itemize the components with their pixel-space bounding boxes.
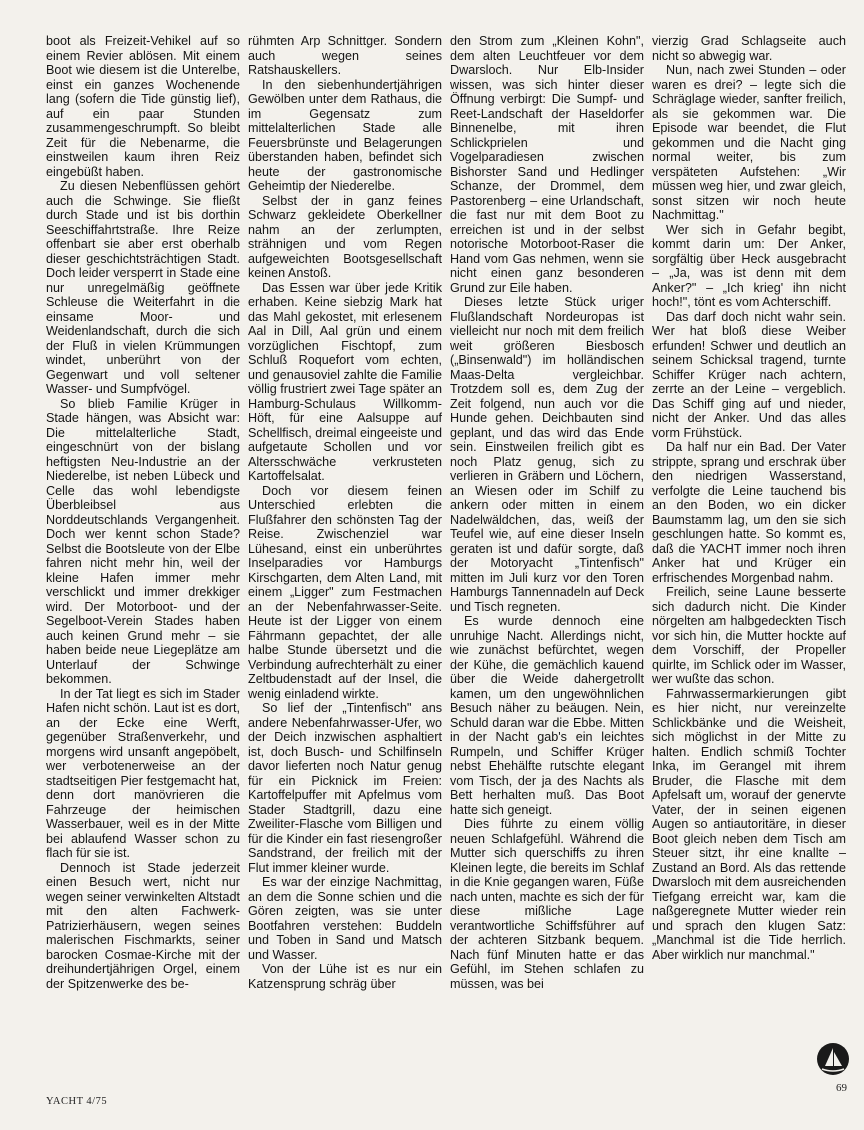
paragraph: vierzig Grad Schlagseite auch nicht so abwegig war.	[652, 34, 846, 63]
page-number: 69	[836, 1082, 847, 1094]
paragraph: Doch vor diesem feinen Unterschied erlebten die Flußfahrer den schönsten Tag der Reise. Zwischenziel war Lühesand, einst ein unberührtes Inselparadies vor Hamburgs Kirschgarten, dem Alten Land, mit einem „Ligger" zum Festmachen an der Nebenfahrwasser-Seite. Heute ist der Ligger von einem Fährmann gepachtet, der alle halbe Stunde übersetzt und die Verbindung aufrechterhält zu einer Zeltbudenstadt auf der Insel, die wenig einladend wirkte.	[248, 483, 442, 701]
paragraph: Selbst der in ganz feines Schwarz gekleidete Oberkellner nahm an der zerlumpten, strähnigen und vom Regen aufgeweichten Bootsgesellschaft keinen Anstoß.	[248, 193, 442, 280]
paragraph: Das darf doch nicht wahr sein. Wer hat bloß diese Weiber erfunden! Schwer und deutlich an seinem Schicksal tragend, turnte Schiffer Krüger nach achtern, zerrte an der Leine – vergeblich. Das Schiff ging auf und nieder, nicht der Anker. Und das alles vorm Frühstück.	[652, 309, 846, 440]
paragraph: Fahrwassermarkierungen gibt es hier nicht, nur vereinzelte Schlickbänke und die Weisheit, sich möglichst in der Mitte zu halten. Endlich schmiß Tochter Inka, im Gerangel mit ihrem Bruder, die Flasche mit dem Apfelsaft um, worauf der genervte Vater, der in seinen eigenen Augen so antiautoritäre, in dieser Boot gleich neben dem Tisch am Steuer sitzt, ihr eine knallte – Zustand an Bord. Als das rettende Dwarsloch mit dem ausreichenden Tiefgang erreicht war, kam die naßgeregnete Mutter wieder rein und sprach den klugen Satz: „Manchmal ist die Tide herrlich. Aber wirklich nur manchmal."	[652, 686, 846, 962]
column-3	[450, 34, 644, 1088]
paragraph: In der Tat liegt es sich im Stader Hafen nicht schön. Laut ist es dort, an der Ecke eine Werft, gegenüber Straßenverkehr, und morgens wird unsanft angepöbelt, wer verbotenerweise an der stadtseitigen Pier festgemacht hat, denn dort manövrieren die Fahrzeuge der heimischen Wasserbauer, weil es in der Mitte bei ablaufend Wasser schon zu flach für sie ist.	[46, 686, 240, 860]
paragraph: Das Essen war über jede Kritik erhaben. Keine siebzig Mark hat das Mahl gekostet, mit erlesenem Aal in Dill, Aal grün und einem vorzüglichen Fischtopf, zum Schluß Roquefort vom echten, und genausoviel zahlte die Familie völlig frustriert zwei Tage später an Hamburg-Schulaus Willkomm-Höft, für eine Aalsuppe auf Schellfisch, dreimal eingeeiste und aufgetaute Schollen und vor Altersschwäche verkrusteten Kartoffelsalat.	[248, 280, 442, 483]
article-columns	[46, 34, 846, 1088]
paragraph: Es wurde dennoch eine unruhige Nacht. Allerdings nicht, wie zunächst befürchtet, wegen der Kühe, die gemächlich kauend über die Weide dahergetrollt kamen, um den ungewöhnlichen Besuch näher zu beäugen. Nein, Schuld daran war die Ebbe. Mitten in der Nacht gab's ein leichtes Rumpeln, und Schiffer Krüger nebst Ehehälfte rutschte elegant vom Tisch, der ja des Nachts als Bett herhalten muß. Das Boot hatte sich geneigt.	[450, 614, 644, 817]
paragraph: Dies führte zu einem völlig neuen Schlafgefühl. Während die Mutter sich querschiffs zu ihren Kleinen legte, die bereits im Schlaf in die Knie gegangen waren, Füße nach unten, machte es sich der für diese mißliche Lage verantwortliche Schiffsführer auf der achteren Sitzbank bequem. Nach fünf Minuten hatte er das Gefühl, im Stehen schlafen zu müssen, was bei	[450, 817, 644, 991]
paragraph: den Strom zum „Kleinen Kohn", dem alten Leuchtfeuer vor dem Dwarsloch. Nur Elb-Insider wissen, was sich hinter dieser Öffnung verbirgt: Die Sumpf- und Reet-Landschaft der Haseldorfer Binnenelbe, mit ihren Schlickprielen und Vogelparadiesen zwischen Bishorster Sand und Hedlinger Schanze, der Drommel, dem Pastorenberg – eine Urlandschaft, die fast nur mit dem Boot zu erreichen ist und in der selbst notorische Motorboot-Raser die Hand vom Gas nehmen, wenn sie nicht einen ganz besonderen Grund zur Eile haben.	[450, 34, 644, 295]
paragraph: In den siebenhundertjährigen Gewölben unter dem Rathaus, die im Gegensatz zum mittelalterlichen Stade alle Feuersbrünste und Belagerungen überstanden haben, befindet sich heute der gastronomische Geheimtip der Niederelbe.	[248, 77, 442, 193]
column-4	[652, 34, 846, 1088]
paragraph: Dieses letzte Stück uriger Flußlandschaft Nordeuropas ist vielleicht nur noch mit dem freilich weit größeren Biesbosch („Binsenwald") im holländischen Maas-Delta vergleichbar. Trotzdem soll es, dem Zug der Zeit folgend, nun auch vor die Hunde gehen. Deichbauten sind geplant, und das wird das Ende sein. Einstweilen freilich gibt es noch Platz genug, sich zu verlieren in Gräbern und Löchern, an Wiesen oder im Schilf zu ankern oder mitten in einem Nadelwäldchen, das, weiß der Teufel wie, auf eine dieser Inseln geraten ist und dafür sorgte, daß der Motoryacht „Tintenfisch" mitten im Juli kurz vor den Toren Hamburgs Tannennadeln auf Deck und Tisch regneten.	[450, 295, 644, 614]
paragraph: Da half nur ein Bad. Der Vater strippte, sprang und erschrak über den niedrigen Wasserstand, verfolgte die Leine tauchend bis an den Boden, wo ein dicker Baumstamm lag, um den sie sich geschlungen hatte. So kommt es, daß die YACHT immer noch ihren Anker hat und Krüger ein erfrischendes Morgenbad nahm.	[652, 440, 846, 585]
paragraph: So blieb Familie Krüger in Stade hängen, was Absicht war: Die mittelalterliche Stadt, eingeschnürt von der bislang heftigsten Neu-Industrie an der Niederelbe, ist neben Lübeck und Celle das wohl lebendigste Überbleibsel aus Norddeutschlands Vergangenheit. Doch wer kennt schon Stade? Selbst die Bootsleute von der Elbe fahren nicht mehr hin, weil der kleine Hafen immer mehr verschlickt und immer drekkiger wird. Der Motorboot- und der Segelboot-Verein Stades haben auch keinen Grund mehr – sie haben beide neue Liegeplätze am Unterlauf der Schwinge bekommen.	[46, 396, 240, 686]
paragraph: rühmten Arp Schnittger. Sondern auch wegen seines Ratshauskellers.	[248, 34, 442, 77]
magazine-issue: YACHT 4/75	[46, 1096, 108, 1107]
column-1	[46, 34, 240, 1088]
paragraph: So lief der „Tintenfisch" ans andere Nebenfahrwasser-Ufer, wo der Deich inzwischen asphaltiert ist, doch Busch- und Schilfinseln davor lieferten noch Natur genug für ein Picknick im Freien: Kartoffelpuffer mit Apfelmus vom Stader Stadtgrill, dazu eine Zweiliter-Flasche vom Billigen und für die Kinder ein fast riesengroßer Sandstrand, der freilich mit der Flut immer kleiner wurde.	[248, 701, 442, 875]
column-2	[248, 34, 442, 1088]
paragraph: Wer sich in Gefahr begibt, kommt darin um: Der Anker, sorgfältig über Heck ausgebracht – „Ja, was ist denn mit dem Anker?" – „Ich krieg' ihn nicht hoch!", tönt es vom Achterschiff.	[652, 222, 846, 309]
paragraph: Zu diesen Nebenflüssen gehört auch die Schwinge. Sie fließt durch Stade und ist bis dorthin Seeschiffahrtstraße. Ihre Reize offenbart sie aber erst oberhalb dieser geschichtsträchtigen Stadt. Doch leider versperrt in Stade eine nur unregelmäßig geöffnete Schleuse die Weiterfahrt in die einsame Moor- und Weidenlandschaft, durch die sich der Fluß in vielen Krümmungen windet, unberührt von der Gegenwart und voll seltener Wasser- und Sumpfvögel.	[46, 179, 240, 396]
paragraph: boot als Freizeit-Vehikel auf so einem Revier ablösen. Mit einem Boot wie diesem ist die Unterelbe, einst ein ganzes Wochenende lang (sofern die Tide günstig lief), auf ein paar Stunden zusammengeschrumpft. So bleibt Zeit für die Nebenarme, die einstweilen kaum ihren Reiz eingebüßt haben.	[46, 34, 240, 179]
article-page	[46, 34, 846, 1088]
paragraph: Von der Lühe ist es nur ein Katzensprung schräg über	[248, 962, 442, 991]
sail-logo-icon	[816, 1042, 850, 1076]
paragraph: Dennoch ist Stade jederzeit einen Besuch wert, nicht nur wegen seiner verwinkelten Altstadt mit den alten Fachwerk-Patrizierhäusern, wegen seines malerischen Fischmarkts, seiner barocken Cosmae-Kirche mit der dreihundertjährigen Orgel, einem der Spitzenwerke des be-	[46, 860, 240, 991]
paragraph: Nun, nach zwei Stunden – oder waren es drei? – legte sich die Schräglage wieder, sanfter freilich, als sie gekommen war. Die Episode war beendet, die Flut gekommen und die Nacht ging normal weiter, bis zum verspäteten Aufstehen: „Wir müssen weg hier, und zwar gleich, sonst sitzen wir noch heute Nachmittag."	[652, 63, 846, 222]
paragraph: Es war der einzige Nachmittag, an dem die Sonne schien und die Gören zeigten, was sie unter Bootfahren verstehen: Buddeln und Toben in Sand und Matsch und Wasser.	[248, 875, 442, 962]
paragraph: Freilich, seine Laune besserte sich dadurch nicht. Die Kinder nörgelten am halbgedeckten Tisch vor sich hin, die Mutter hockte auf dem Vorschiff, der Propeller quirlte, im Schlick oder im Wasser, wer wußte das schon.	[652, 585, 846, 686]
